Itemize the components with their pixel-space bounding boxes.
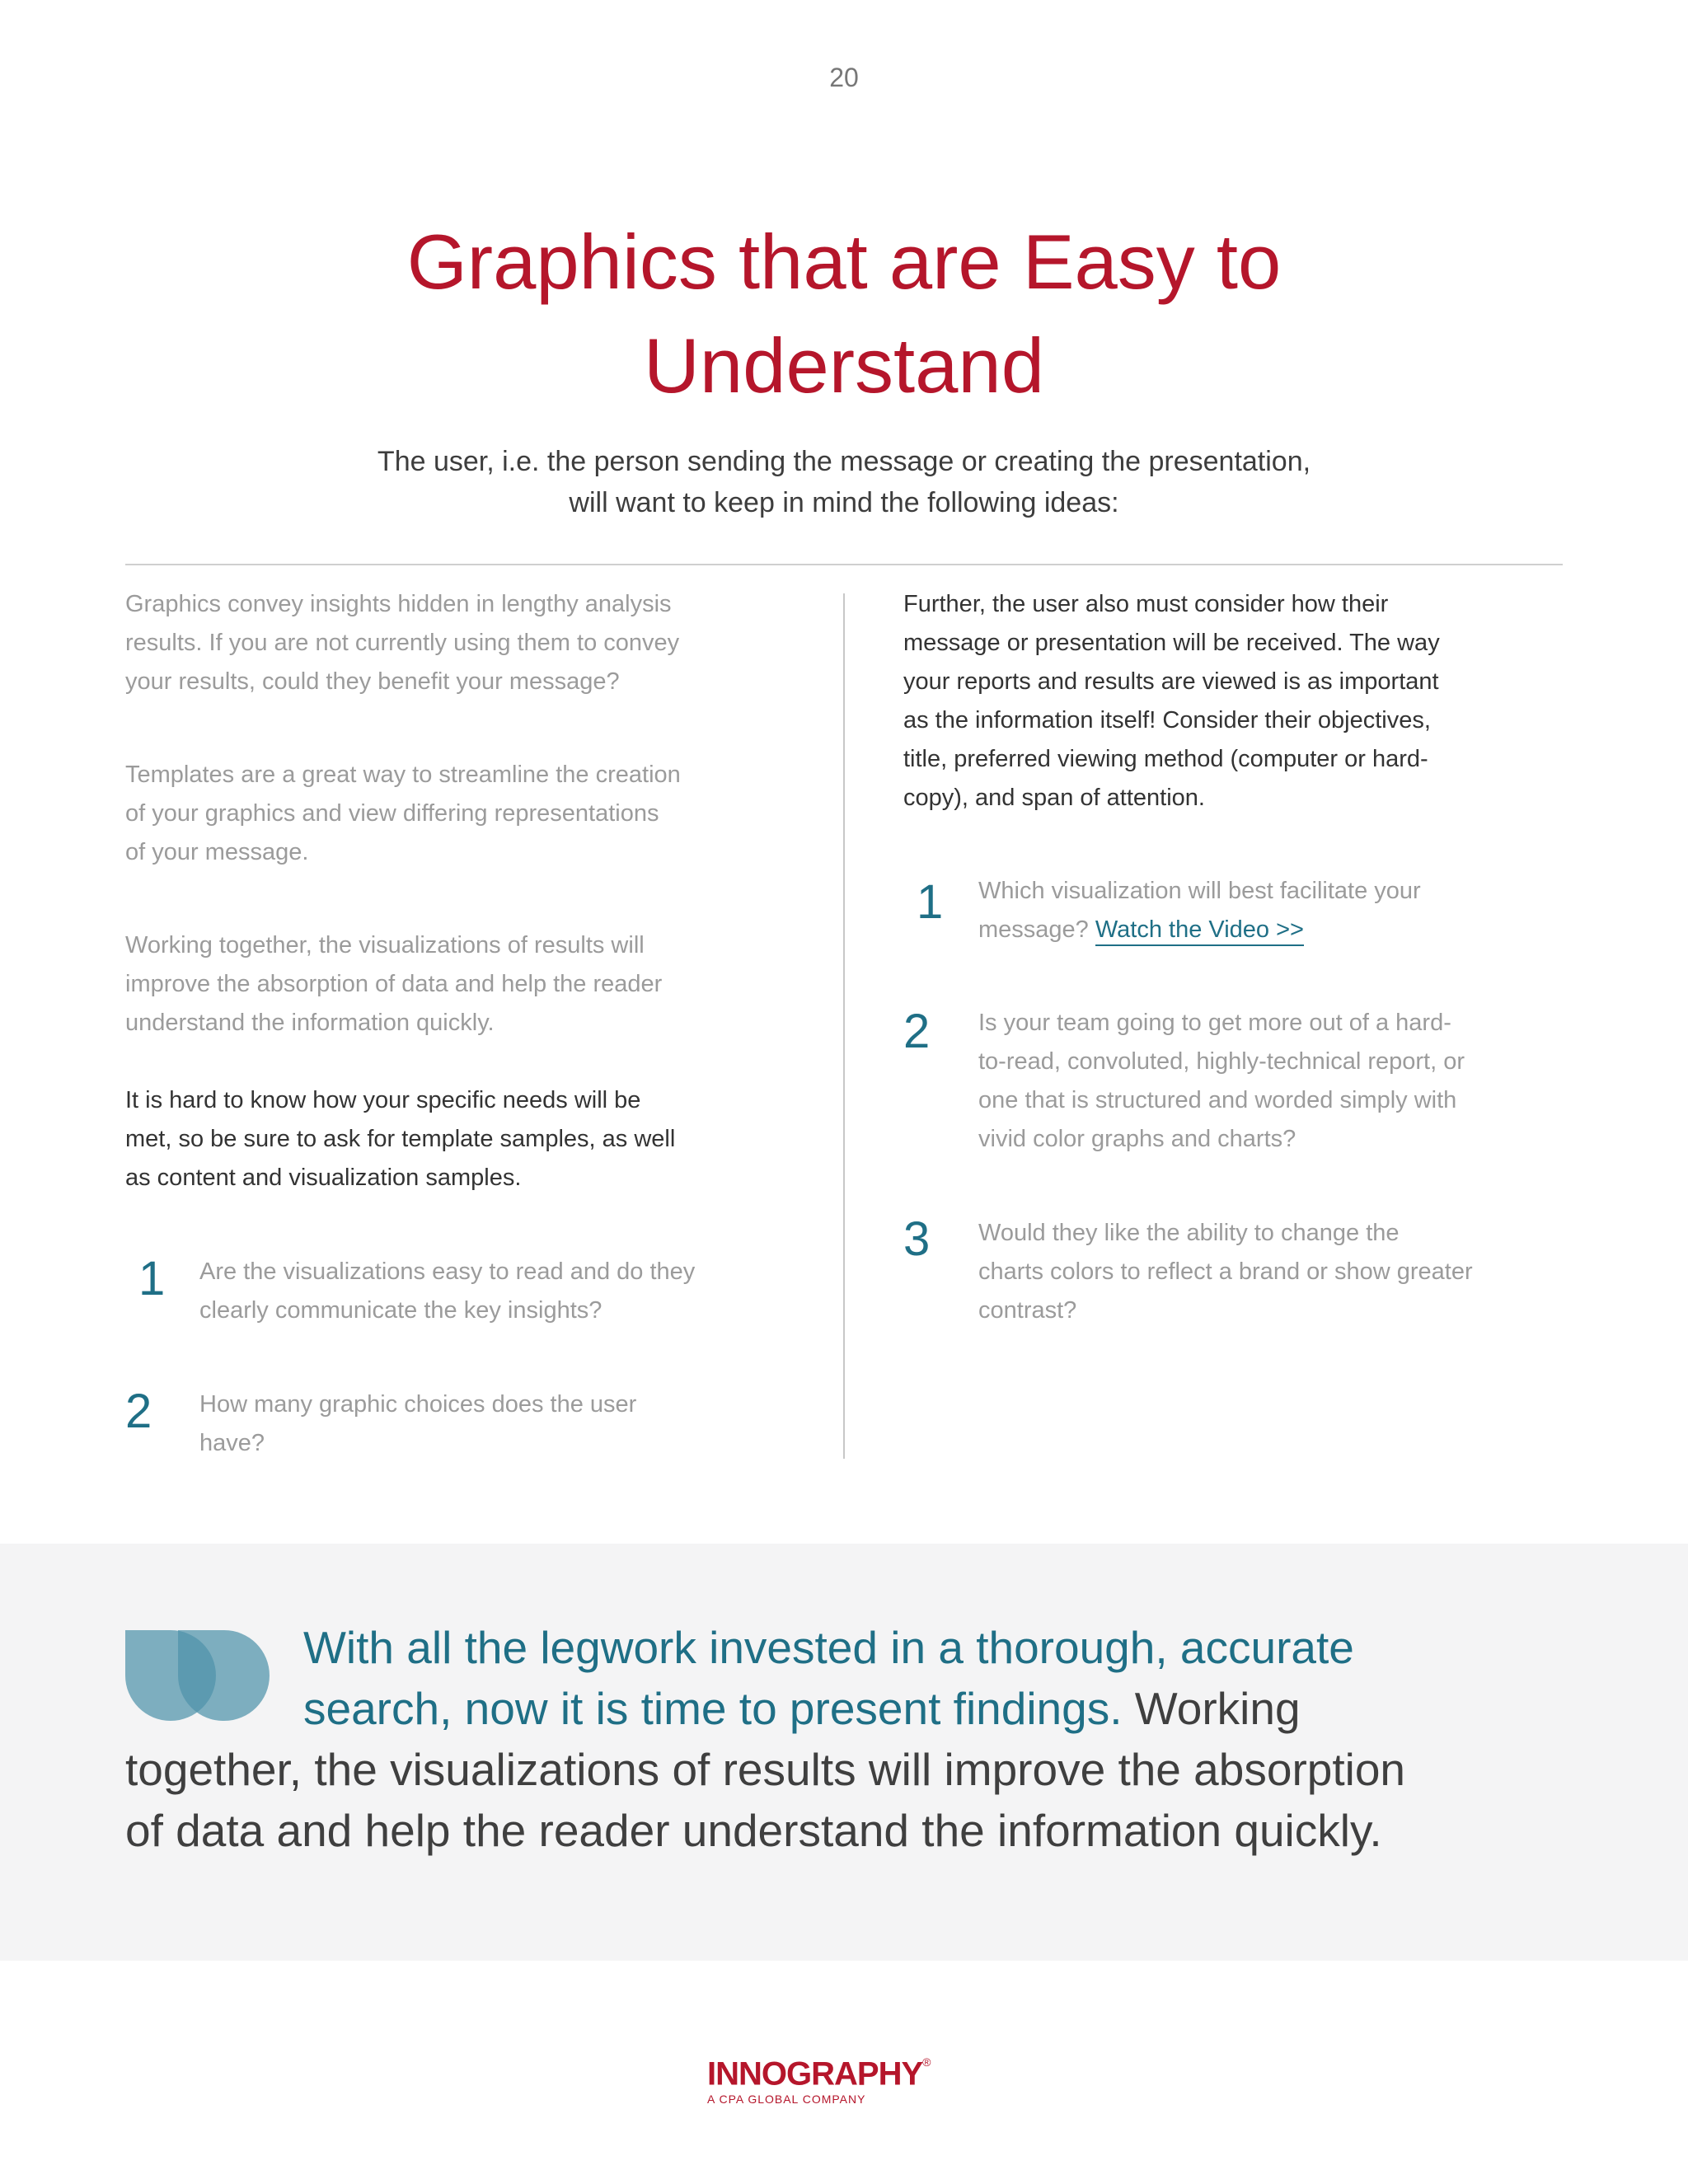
right-item-text-1: Which visualization will best facilitate your message? Watch the Video >> (978, 872, 1572, 949)
callout-quote (125, 1617, 1563, 1861)
callout-rest-line-2: Working (1122, 1683, 1301, 1734)
right-item-number-1: 1 (917, 875, 944, 929)
registered-mark: ® (922, 2055, 931, 2069)
brand-name: INNOGRAPHY® (707, 2055, 931, 2093)
page-title (267, 210, 1421, 418)
column-divider (843, 593, 845, 1459)
right-item-text-3: Would they like the ability to change the charts colors to reflect a brand or show greater contrast? (978, 1220, 1473, 1324)
brand-logo (707, 2050, 987, 2107)
callout-accent-line-2: search, now it is time to present findings. (303, 1683, 1123, 1734)
callout-accent-line-1: With all the legwork invested in a thorough, accurate (303, 1622, 1354, 1673)
intro-line-2: will want to keep in mind the following ideas: (569, 487, 1119, 518)
intro-line-1: The user, i.e. the person sending the message or creating the presentation, (377, 446, 1311, 477)
left-item-text-1: Are the visualizations easy to read and do they clearly communicate the key insights? (199, 1258, 696, 1324)
left-paragraph-2: Templates are a great way to streamline the creation of your graphics and view differing representations of your message. (125, 762, 681, 865)
left-paragraph-4: It is hard to know how your specific needs will be met, so be sure to ask for template samples, as well as content and visualization samples. (125, 1087, 676, 1191)
callout-line-3: together, the visualizations of results will improve the absorption (125, 1744, 1406, 1795)
left-item-number-1: 1 (138, 1252, 166, 1305)
brand-subtitle: A CPA GLOBAL COMPANY (707, 2093, 866, 2107)
right-item-number-3: 3 (903, 1212, 931, 1266)
left-paragraph-1: Graphics convey insights hidden in lengthy analysis results. If you are not currently using them to convey your results, could they benefit your message? (125, 591, 680, 695)
watch-video-link[interactable]: Watch the Video >> (1095, 916, 1304, 946)
callout-line-4: of data and help the reader understand the information quickly. (125, 1805, 1382, 1856)
left-item-text-2: How many graphic choices does the user have? (199, 1391, 637, 1456)
right-item-number-2: 2 (903, 1005, 931, 1058)
right-paragraph-1: Further, the user also must consider how their message or presentation will be received. The way your reports and results are viewed is as important as the information itself! Consider their objectives, title, preferred viewing method (computer or hard- copy), and span of attention. (903, 591, 1440, 811)
horizontal-divider (125, 564, 1563, 565)
intro-text (267, 441, 1421, 523)
title-line-2: Understand (644, 322, 1044, 409)
page-number: 20 (829, 63, 859, 92)
left-paragraph-3: Working together, the visualizations of results will improve the absorption of data and help the reader understand the information quickly. (125, 932, 663, 1036)
title-line-1: Graphics that are Easy to (406, 218, 1282, 305)
left-item-number-2: 2 (125, 1385, 152, 1438)
right-item-text-2: Is your team going to get more out of a hard- to-read, convoluted, highly-technical report, or one that is structured and worded simply with vivid color graphs and charts? (978, 1010, 1465, 1152)
